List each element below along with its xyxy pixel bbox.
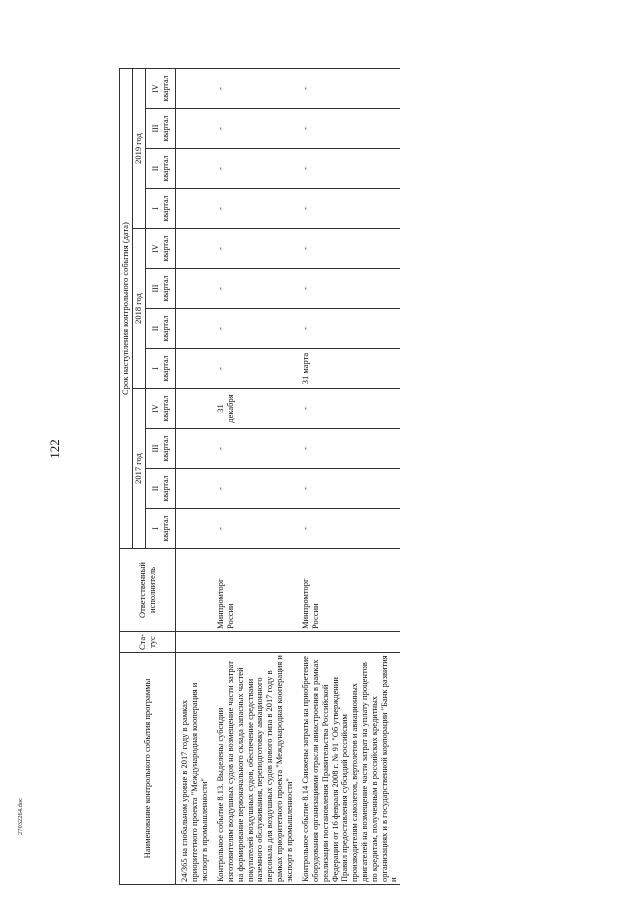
quarter-cell: 31 декабря bbox=[210, 389, 295, 429]
quarter-cell: 31 марта bbox=[295, 349, 400, 389]
quarter-cell bbox=[176, 69, 211, 109]
header-quarter: III квартал bbox=[146, 109, 176, 149]
quarter-cell bbox=[176, 229, 211, 269]
quarter-cell: - bbox=[295, 309, 400, 349]
header-deadline: Срок наступления контрольного события (дата) bbox=[120, 69, 133, 549]
event-name-cell: Контрольное событие 8.13. Выделены субсидии изготовителям воздушных судов на возмещение части затрат на формирование первоначального склада запасных частей покупателей воздушных судов, обеспечение средствами наземного обслуживания, переподготовку авиационного персонала для воздушных судов нового типа в 2017 году в рамках приоритетного проекта "Международная кооперация и экспорт в промышленности" bbox=[210, 653, 295, 885]
header-quarter: I квартал bbox=[146, 189, 176, 229]
header-year-2019: 2019 год bbox=[133, 69, 146, 229]
executor-cell: Минпромторг России bbox=[210, 549, 295, 632]
quarter-cell: - bbox=[295, 429, 400, 469]
quarter-cell bbox=[176, 109, 211, 149]
header-quarter: III квартал bbox=[146, 269, 176, 309]
event-name-cell: Контрольное событие 8.14 Снижены затраты на приобретение оборудования организациями отрасли авиастроения в рамках реализации постановления Правительства Российской Федерации от 16 февраля 2008 г. № 91 "Об утверждении Правил предоставления субсидий российским производителям самолетов, вертолетов и авиационных двигателей на возмещение части затрат на уплату процентов по кредитам, полученным в российских кредитных организациях и в государственной корпорации "Банк развития и bbox=[295, 653, 400, 885]
quarter-cell bbox=[176, 349, 211, 389]
header-quarter: III квартал bbox=[146, 429, 176, 469]
header-status: Ста-тус bbox=[120, 632, 176, 653]
document-filename: 27032264.doc bbox=[17, 797, 24, 835]
quarter-cell: - bbox=[210, 269, 295, 309]
quarter-cell: - bbox=[295, 189, 400, 229]
status-cell bbox=[295, 632, 400, 653]
quarter-cell: - bbox=[210, 149, 295, 189]
header-executor: Ответственный исполнитель bbox=[120, 549, 176, 632]
quarter-cell: - bbox=[210, 189, 295, 229]
quarter-cell: - bbox=[295, 229, 400, 269]
quarter-cell: - bbox=[210, 429, 295, 469]
executor-cell: Минпромторг России bbox=[295, 549, 400, 632]
header-quarter: II квартал bbox=[146, 309, 176, 349]
quarter-cell bbox=[176, 469, 211, 509]
quarter-cell: - bbox=[295, 509, 400, 549]
event-name-cell: 24/365 на глобальном уровне в 2017 году в рамках приоритетного проекта "Международная кооперация и экспорт в промышленности" bbox=[176, 653, 211, 885]
rotated-page-content bbox=[119, 25, 619, 885]
page-number: 122 bbox=[47, 439, 62, 459]
header-quarter: IV квартал bbox=[146, 69, 176, 109]
quarter-cell: - bbox=[210, 69, 295, 109]
table-row bbox=[210, 69, 295, 885]
quarter-cell: - bbox=[210, 229, 295, 269]
header-year-2018: 2018 год bbox=[133, 229, 146, 389]
quarter-cell: - bbox=[295, 109, 400, 149]
quarter-cell: - bbox=[210, 349, 295, 389]
quarter-cell: - bbox=[295, 469, 400, 509]
quarter-cell bbox=[176, 189, 211, 229]
quarter-cell: - bbox=[295, 149, 400, 189]
header-quarter: I квартал bbox=[146, 349, 176, 389]
header-year-2017: 2017 год bbox=[133, 389, 146, 549]
executor-cell bbox=[176, 549, 211, 632]
quarter-cell bbox=[176, 269, 211, 309]
quarter-cell: - bbox=[295, 389, 400, 429]
table-row bbox=[295, 69, 400, 885]
header-event-name: Наименование контрольного события программы bbox=[120, 653, 176, 885]
header-quarter: II квартал bbox=[146, 469, 176, 509]
quarter-cell: - bbox=[210, 469, 295, 509]
quarter-cell bbox=[176, 389, 211, 429]
quarter-cell bbox=[176, 509, 211, 549]
quarter-cell bbox=[176, 429, 211, 469]
control-events-table bbox=[119, 68, 400, 885]
table-row bbox=[176, 69, 211, 885]
header-quarter: II квартал bbox=[146, 149, 176, 189]
quarter-cell: - bbox=[295, 269, 400, 309]
status-cell bbox=[210, 632, 295, 653]
header-quarter: IV квартал bbox=[146, 389, 176, 429]
quarter-cell: - bbox=[210, 309, 295, 349]
status-cell bbox=[176, 632, 211, 653]
quarter-cell: - bbox=[295, 69, 400, 109]
quarter-cell: - bbox=[210, 109, 295, 149]
quarter-cell bbox=[176, 149, 211, 189]
header-quarter: IV квартал bbox=[146, 229, 176, 269]
header-quarter: I квартал bbox=[146, 509, 176, 549]
quarter-cell: - bbox=[210, 509, 295, 549]
quarter-cell bbox=[176, 309, 211, 349]
